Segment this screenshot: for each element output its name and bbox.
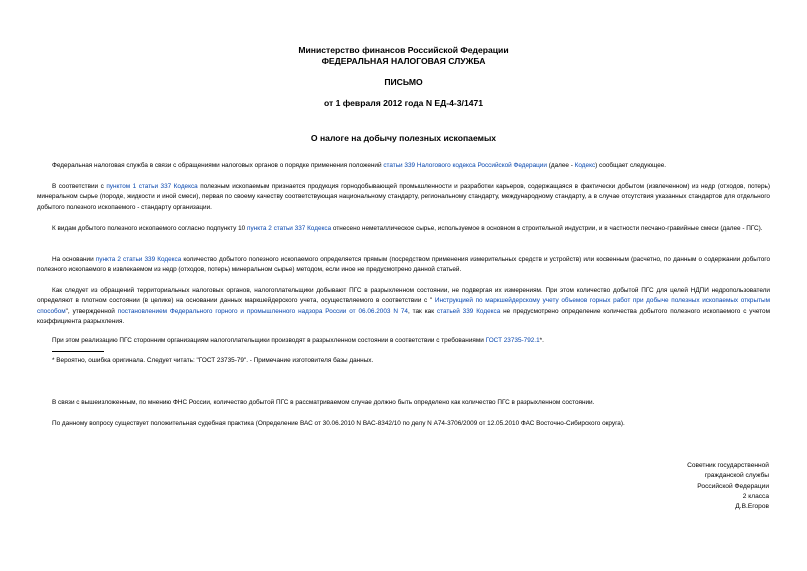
paragraph-1 bbox=[37, 161, 770, 171]
link-article-339-code[interactable]: статьей 339 Кодекса bbox=[436, 307, 501, 315]
ministry-name: Министерство финансов Российской Федерации bbox=[298, 45, 509, 55]
paragraph-text: Федеральная налоговая служба в связи с обращениями налоговых органов о порядке применения положений bbox=[52, 162, 384, 169]
link-clause-2-article-337[interactable]: пункта 2 статьи 337 Кодекса bbox=[247, 225, 332, 232]
paragraph-text: ", утвержденной bbox=[65, 307, 118, 315]
link-surveying-instruction[interactable]: Инструкцией по маркшейдерскому учету объемов горных работ при добыче полезных ископаемых открытым способом bbox=[37, 297, 770, 315]
signature-title-line-2: гражданской службы bbox=[704, 472, 769, 480]
signature-title-line-4: 2 класса bbox=[742, 492, 769, 500]
paragraph-text: не предусмотрено определение количества добытого полезного ископаемого с учетом коэффициента разрыхления. bbox=[37, 307, 770, 325]
link-article-339-tax-code[interactable]: статьи 339 Налогового кодекса Российской Федерации bbox=[383, 162, 547, 169]
paragraph-text: полезным ископаемым признается продукция горнодобывающей промышленности и разработки карьеров, содержащаяся в фактически добытом (извлеченном) из недр (отходов, потерь) минеральном сырье (породе, жидкости и иной смеси), первая по своему качеству соответствующая национальному стандарту, региональному стандарту, международному стандарту, а в случае отсутствия указанных стандартов для отдельного добытого полезного ископаемого - стандарту организации. bbox=[37, 183, 771, 211]
paragraph-text: В соответствии с bbox=[52, 183, 107, 190]
paragraph-3 bbox=[37, 224, 770, 234]
link-gost-23735[interactable]: ГОСТ 23735-792.1 bbox=[485, 337, 540, 344]
paragraph-2 bbox=[37, 182, 770, 213]
footnote: * Вероятно, ошибка оригинала. Следует читать: "ГОСТ 23735-79". - Примечание изготовителя базы данных. bbox=[52, 357, 374, 364]
paragraph-text: *. bbox=[539, 337, 544, 344]
document-date-number: от 1 февраля 2012 года N ЕД-4-3/1471 bbox=[323, 98, 484, 108]
link-clause-2-article-339[interactable]: пункта 2 статьи 339 Кодекса bbox=[95, 256, 182, 263]
service-name: ФЕДЕРАЛЬНАЯ НАЛОГОВАЯ СЛУЖБА bbox=[321, 56, 486, 66]
document-subject: О налоге на добычу полезных ископаемых bbox=[310, 133, 497, 143]
signature-title-line-3: Российской Федерации bbox=[697, 482, 769, 490]
paragraph-8: По данному вопросу существует положительная судебная практика (Определение ВАС от 30.06.2010 N ВАС-8342/10 по делу N А74-3706/2009 от 12.05.2010 ФАС Восточно-Сибирского округа). bbox=[52, 420, 625, 427]
paragraph-text: количество добытого полезного ископаемого определяется прямым (посредством применения измерительных средств и устройств) или косвенным (расчетно, по данным о содержании добытого полезного ископаемого в извлекаемом из недр (отходов, потерь) минеральном сырье) методом, если иное не предусмотрено данной статьей. bbox=[37, 256, 771, 274]
paragraph-5 bbox=[37, 286, 770, 327]
link-code[interactable]: Кодекс bbox=[574, 162, 596, 169]
signature-title-line-1: Советник государственной bbox=[687, 462, 769, 469]
signature-block bbox=[560, 461, 769, 512]
paragraph-4 bbox=[37, 255, 770, 276]
document-header bbox=[0, 45, 807, 109]
paragraph-text: К видам добытого полезного ископаемого согласно подпункту 10 bbox=[52, 225, 248, 232]
link-clause-1-article-337[interactable]: пунктом 1 статьи 337 Кодекса bbox=[106, 183, 198, 190]
signatory-name: Д.В.Егоров bbox=[735, 503, 769, 511]
footnote-divider bbox=[52, 351, 104, 352]
paragraph-text: ) сообщает следующее. bbox=[595, 162, 667, 169]
paragraph-text: (далее - bbox=[546, 162, 575, 169]
paragraph-6 bbox=[37, 336, 770, 346]
link-gosgortekhnadzor-resolution[interactable]: постановлением Федерального горного и промышленного надзора России от 06.06.2003 N 74 bbox=[117, 307, 408, 315]
paragraph-text: При этом реализацию ПГС сторонним организациям налогоплательщики производят в разрыхленном состоянии в соответствии с требованиями bbox=[52, 337, 486, 344]
paragraph-text: , так как bbox=[407, 307, 437, 315]
paragraph-text: отнесено неметаллическое сырье, используемое в основном в строительной индустрии, и в частности песчано-гравийные смеси (далее - ПГС). bbox=[331, 225, 763, 232]
paragraph-text: На основании bbox=[52, 256, 96, 263]
paragraph-7: В связи с вышеизложенным, по мнению ФНС России, количество добытой ПГС в рассматриваемом случае должно быть определено как количество ПГС в разрыхленном состоянии. bbox=[52, 399, 595, 406]
paragraph-text: Как следует из обращений территориальных налоговых органов, налогоплательщики добывают ПГС в разрыхленном состоянии, не подвергая их измерениям. При этом количество добытой ПГС для целей НДПИ недропользователи определяют в плотном состоянии (в целике) на основании данных маркшейдерского учета, осуществляемого в соответствии с " bbox=[37, 287, 770, 305]
document-type: ПИСЬМО bbox=[384, 77, 423, 87]
